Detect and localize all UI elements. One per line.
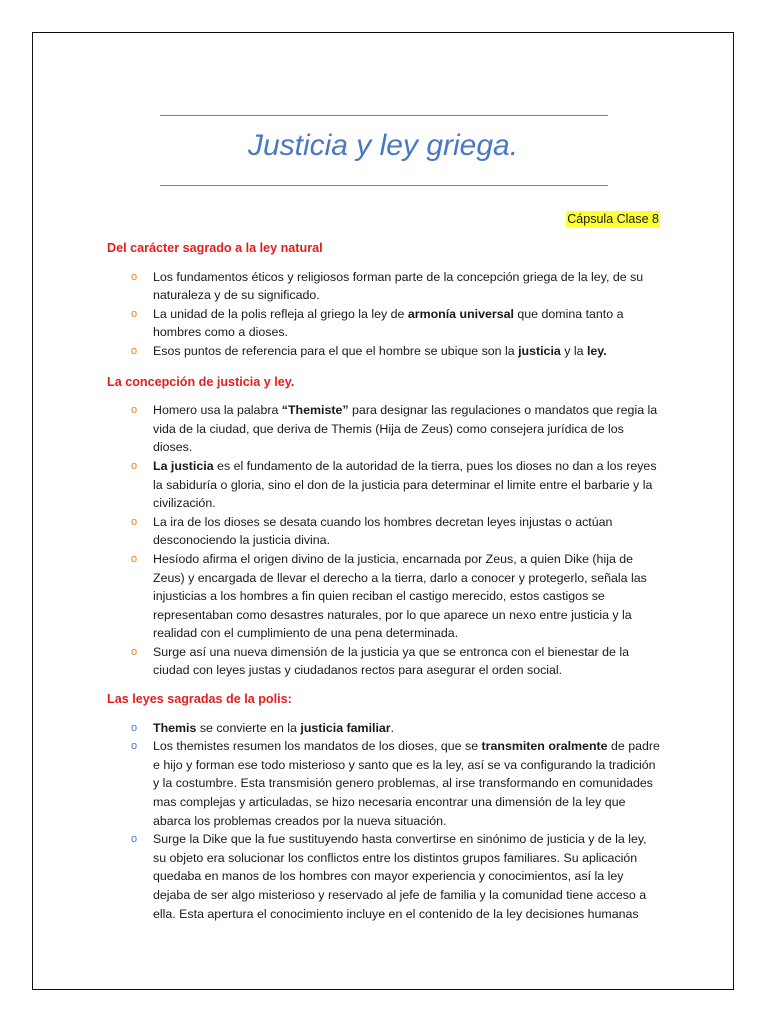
bullet-list xyxy=(107,268,663,361)
title-rule-bottom xyxy=(160,185,608,186)
list-item: o Homero usa la palabra “Themiste” para designar las regulaciones o mandatos que regia la vida de la ciudad, que deriva de Themis (Hija de Zeus) como consejera jurídica de los dioses. xyxy=(131,403,658,455)
circle-bullet-icon: o xyxy=(131,270,138,283)
document-body xyxy=(107,239,663,929)
circle-bullet-icon: o xyxy=(131,307,138,320)
circle-bullet-icon: o xyxy=(131,645,138,658)
section-heading: Las leyes sagradas de la polis: xyxy=(107,692,292,707)
circle-bullet-icon: o xyxy=(131,404,138,417)
list-item: o Hesíodo afirma el origen divino de la justicia, encarnada por Zeus, a quien Dike (hija de Zeus) y encargada de llevar el derecho a la tierra, darlo a conocer y protegerlo, señala las injusticias a los hombres a fin quien reciban el castigo merecido, estos castigos se representaban como desastres naturales, por lo que aparece un nexo entre justicia y la realidad con el cumplimiento de una pena determinada. xyxy=(131,551,647,641)
document-title: Justicia y ley griega. xyxy=(247,129,519,162)
circle-bullet-icon: o xyxy=(131,721,138,734)
capsule-label: Cápsula Clase 8 xyxy=(567,212,659,226)
list-item: o Themis se convierte en la justicia familiar. xyxy=(107,719,663,738)
list-item: o Los fundamentos éticos y religiosos forman parte de la concepción griega de la ley, de su naturaleza y de su significado. xyxy=(131,269,644,303)
bullet-list xyxy=(107,401,663,680)
section-heading: Del carácter sagrado a la ley natural xyxy=(107,241,323,255)
list-item: o La justicia es el fundamento de la autoridad de la tierra, pues los dioses no dan a los reyes la sabiduría o gloria, sino el don de la justicia para determinar el limite entre el barbarie y la civilización. xyxy=(131,458,657,511)
list-item: o Surge así una nueva dimensión de la justicia ya que se entronca con el bienestar de la ciudad con leyes justas y ciudadanos rectos para asegurar el orden social. xyxy=(131,644,629,678)
circle-bullet-icon: o xyxy=(131,833,138,846)
list-item: o Esos puntos de referencia para el que el hombre se ubique son la justicia y la ley. xyxy=(107,342,663,361)
list-item: o La ira de los dioses se desata cuando los hombres decretan leyes injustas o actúan desconociendo la justicia divina. xyxy=(131,514,613,548)
list-item: o Los themistes resumen los mandatos de los dioses, que se transmiten oralmente de padre e hijo y forman ese todo misterioso y santo que es la ley, así se va configurando la tradición y la costumbre. Esta transmisión genero problemas, al irse transformando en comunidades mas complejas y articuladas, se hizo necesaria encontrar una dimensión de la ley que abarca los problemas creados por la nueva situación. xyxy=(131,739,660,828)
circle-bullet-icon: o xyxy=(131,740,138,753)
circle-bullet-icon: o xyxy=(131,459,138,472)
title-rule-top xyxy=(160,115,608,116)
list-item: o La unidad de la polis refleja al griego la ley de armonía universal que domina tanto a hombres como a dioses. xyxy=(131,306,624,340)
bullet-list xyxy=(107,719,663,924)
document-page xyxy=(32,32,734,990)
list-item: o Surge la Dike que la fue sustituyendo hasta convertirse en sinónimo de justicia y de la ley, su objeto era solucionar los conflictos entre los distintos grupos familiares. Su aplicación quedaba en manos de los hombres con mayor experiencia y conocimientos, así la ley dejaba de ser algo misterioso y reservado al jefe de familia y la comunidad tiene acceso a ella. Esta apertura el conocimiento incluye en el contenido de la ley decisiones humanas xyxy=(131,832,647,921)
section-heading: La concepción de justicia y ley. xyxy=(107,374,295,389)
circle-bullet-icon: o xyxy=(131,515,138,528)
circle-bullet-icon: o xyxy=(131,344,138,357)
circle-bullet-icon: o xyxy=(131,552,138,565)
